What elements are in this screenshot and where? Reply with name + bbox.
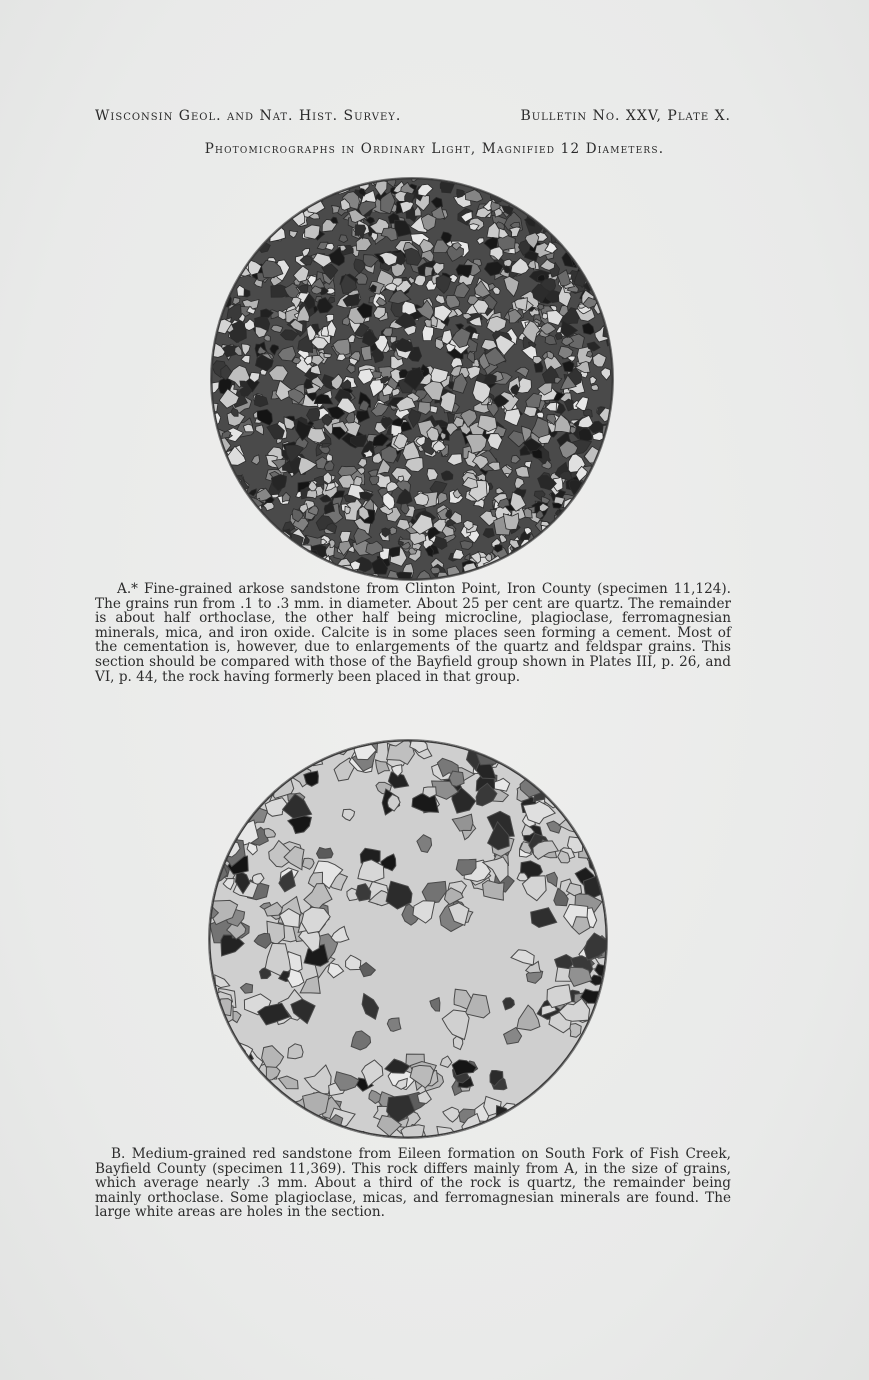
caption-b: B. Medium-grained red sandstone from Eileen formation on South Fork of Fish Creek, Bayfield County (specimen 11,369). This rock differs mainly from A, in the size of grains, which average nearly .3 mm. About a third of the rock is quartz, the remainder being mainly orthoclase. Some plagioclase, micas, and ferromagnesian minerals are found. The large white areas are holes in the section.	[95, 1146, 731, 1221]
micrograph-a-image	[211, 178, 613, 580]
micrograph-b-image	[209, 740, 607, 1138]
header-bulletin-plate: Bulletin No. XXV, Plate X.	[520, 108, 731, 124]
micrograph-a	[211, 178, 613, 580]
micrograph-b	[209, 740, 607, 1138]
header-survey-title: Wisconsin Geol. and Nat. Hist. Survey.	[95, 108, 402, 124]
caption-a: A.* Fine-grained arkose sandstone from Clinton Point, Iron County (specimen 11,124). The grains run from .1 to .3 mm. in diameter. About 25 per cent are quartz. The remainder is about half orthoclase, the other half being microcline, plagioclase, ferromagnesian minerals, mica, and iron oxide. Calcite is in some places seen forming a cement. Most of the cementation is, however, due to enlargements of the quartz and feldspar grains. This section should be compared with those of the Bayfield group shown in Plates III, p. 26, and VI, p. 44, the rock having formerly been placed in that group.	[95, 581, 731, 685]
plate-subtitle: Photomicrographs in Ordinary Light, Magnified 12 Diameters.	[204, 141, 665, 157]
